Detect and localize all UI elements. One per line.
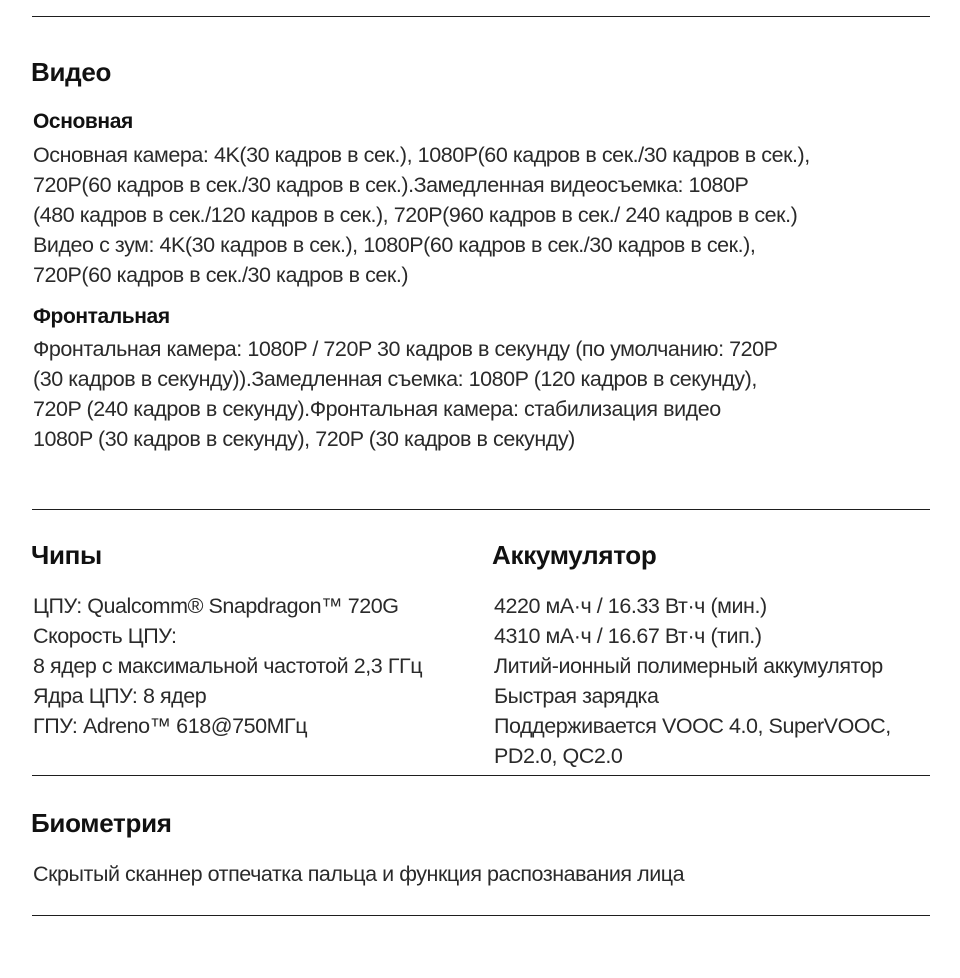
battery-line-protocols: Поддерживается VOOC 4.0, SuperVOOC, [494,714,891,738]
divider-bottom [32,915,930,916]
battery-line-min: 4220 мА·ч / 16.33 Вт·ч (мин.) [494,594,767,618]
chips-spec-list [33,591,422,741]
divider-chips-bottom [32,775,930,776]
video-section-title: Видео [31,57,112,87]
chips-line-cores: Ядра ЦПУ: 8 ядер [33,684,207,708]
battery-line-fast-charge: Быстрая зарядка [494,684,659,708]
divider-video-bottom [32,509,930,510]
main-camera-subtitle: Основная [33,110,133,133]
chips-line-cpu: ЦПУ: Qualcomm® Snapdragon™ 720G [33,594,399,618]
battery-line-protocols-cont: PD2.0, QC2.0 [494,744,623,768]
battery-line-typ: 4310 мА·ч / 16.67 Вт·ч (тип.) [494,624,762,648]
front-camera-subtitle: Фронтальная [33,305,170,328]
chips-line-gpu: ГПУ: Adreno™ 618@750МГц [33,714,308,738]
battery-section-title: Аккумулятор [492,540,657,570]
chips-section-title: Чипы [31,540,102,570]
battery-line-type: Литий-ионный полимерный аккумулятор [494,654,883,678]
chips-line-speed: Скорость ЦПУ: [33,624,177,648]
divider-top [32,16,930,17]
main-camera-video-text: Основная камера: 4K(30 кадров в сек.), 1080P(60 кадров в сек./30 кадров в сек.), 720P(60 кадров в сек./30 кадров в сек.).Замедленная видеосъемка: 1080P (480 кадров в сек./120 кадров в сек.), 720P(960 кадров в сек./ 240 кадров в сек.) Видео с зум: 4K(30 кадров в сек.), 1080P(60 кадров в сек./30 кадров в сек.), 720P(60 кадров в сек./30 кадров в сек.) [33,143,810,287]
chips-line-cores-freq: 8 ядер с максимальной частотой 2,3 ГГц [33,654,423,678]
battery-spec-list [494,591,891,771]
front-camera-video-text: Фронтальная камера: 1080P / 720P 30 кадров в секунду (по умолчанию: 720P (30 кадров в секунду)).Замедленная съемка: 1080P (120 кадров в секунду), 720P (240 кадров в секунду).Фронтальная камера: стабилизация видео 1080P (30 кадров в секунду), 720P (30 кадров в секунду) [33,337,778,451]
biometrics-text: Скрытый сканнер отпечатка пальца и функция распознавания лица [33,862,685,886]
biometrics-section-title: Биометрия [31,808,172,838]
